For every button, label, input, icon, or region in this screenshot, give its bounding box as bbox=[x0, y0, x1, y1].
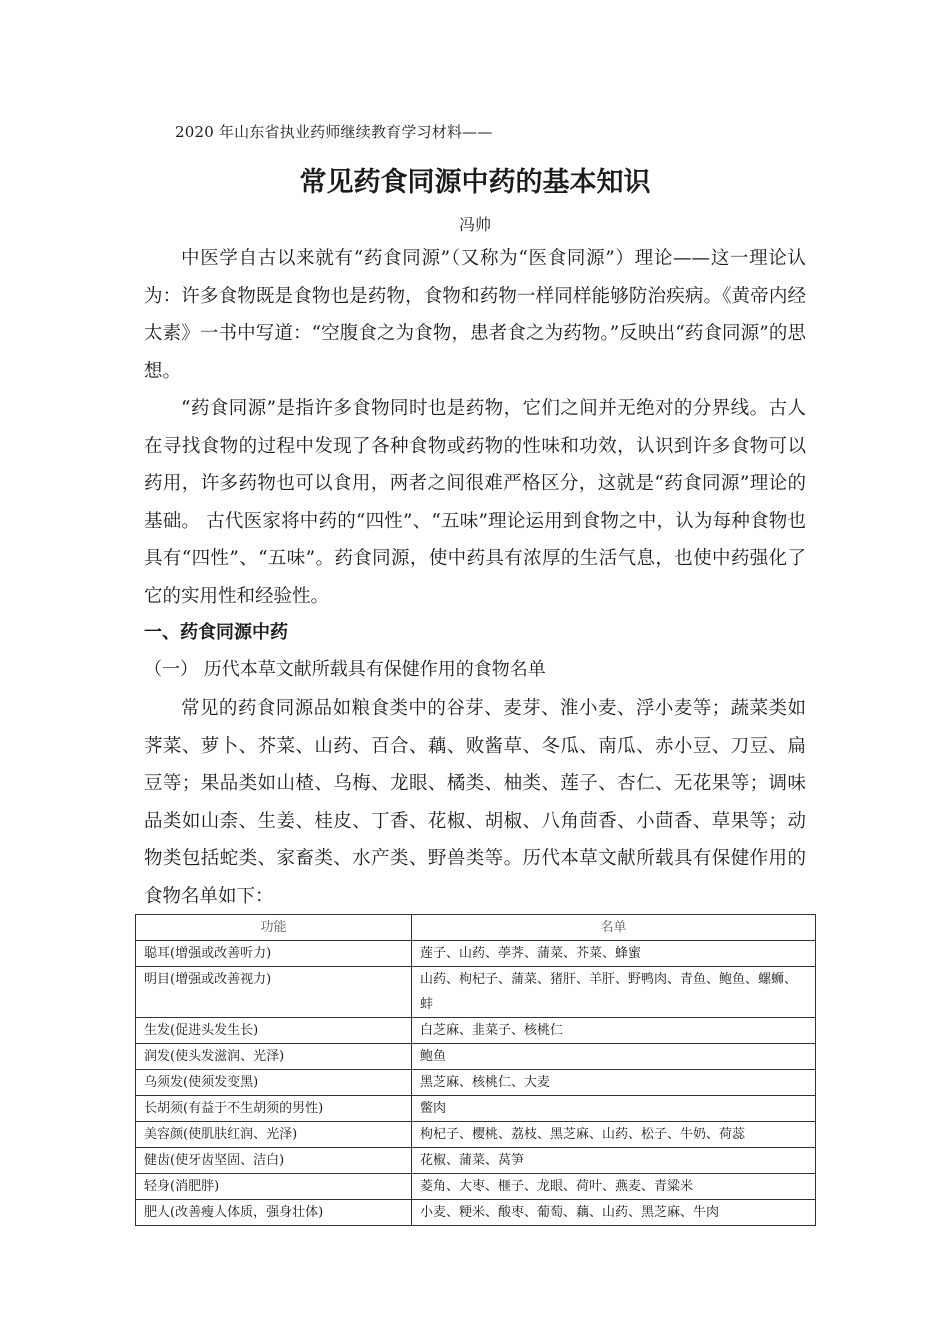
paragraph-food-list: 常见的药食同源品如粮食类中的谷芽、麦芽、淮小麦、浮小麦等；蔬菜类如荠菜、萝卜、芥菜、山药、百合、藕、败酱草、冬瓜、南瓜、赤小豆、刀豆、扁豆等；果品类如山楂、乌梅、龙眼、橘类、柚类、莲子、杏仁、无花果等；调味品类如山柰、生姜、桂皮、丁香、花椒、胡椒、八角茴香、小茴香、草果等；动物类包括蛇类、家畜类、水产类、野兽类等。历代本草文献所载具有保健作用的食物名单如下： bbox=[144, 698, 806, 907]
table-row bbox=[136, 1070, 816, 1096]
table-row bbox=[136, 941, 816, 967]
table-header-row bbox=[136, 915, 816, 941]
table-cell-list: 菱角、大枣、榧子、龙眼、荷叶、燕麦、青粱米 bbox=[412, 1174, 816, 1200]
table-cell-function: 明目(增强或改善视力) bbox=[136, 967, 412, 1018]
table-row bbox=[136, 1148, 816, 1174]
paragraph-definition: “药食同源”是指许多食物同时也是药物，它们之间并无绝对的分界线。古人在寻找食物的过程中发现了各种食物或药物的性味和功效，认识到许多食物可以药用，许多药物也可以食用，两者之间很难严格区分，这就是“药食同源”理论的基础。 古代医家将中药的“四性”、“五味”理论运用到食物之中，认为每种食物也具有“四性”、“五味”。药食同源，使中药具有浓厚的生活气息，也使中药强化了它的实用性和经验性。 bbox=[144, 398, 806, 607]
table-cell-function: 生发(促进头发生长) bbox=[136, 1018, 412, 1044]
table-cell-list: 鳖肉 bbox=[412, 1096, 816, 1122]
table-row bbox=[136, 1044, 816, 1070]
table-row bbox=[136, 1018, 816, 1044]
table-cell-list: 黑芝麻、核桃仁、大麦 bbox=[412, 1070, 816, 1096]
table-cell-function: 轻身(消肥胖) bbox=[136, 1174, 412, 1200]
table-cell-function: 健齿(使牙齿坚固、洁白) bbox=[136, 1148, 412, 1174]
paragraph-intro: 中医学自古以来就有“药食同源”（又称为“医食同源”）理论——这一理论认为：许多食物既是食物也是药物，食物和药物一样同样能够防治疾病。《黄帝内经太素》一书中写道：“空腹食之为食物，患者食之为药物。”反映出“药食同源”的思想。 bbox=[144, 248, 806, 382]
table-row bbox=[136, 1174, 816, 1200]
table-row bbox=[136, 1200, 816, 1226]
table-cell-list: 枸杞子、樱桃、荔枝、黑芝麻、山药、松子、牛奶、荷蕊 bbox=[412, 1122, 816, 1148]
table-cell-function: 聪耳(增强或改善听力) bbox=[136, 941, 412, 967]
table-cell-list: 小麦、粳米、酸枣、葡萄、藕、山药、黑芝麻、牛肉 bbox=[412, 1200, 816, 1226]
table-cell-list: 鲍鱼 bbox=[412, 1044, 816, 1070]
page-title: 常见药食同源中药的基本知识 bbox=[299, 167, 651, 198]
health-food-table bbox=[135, 914, 816, 1226]
table-row bbox=[136, 967, 816, 1018]
table-cell-list: 莲子、山药、荸荠、蒲菜、芥菜、蜂蜜 bbox=[412, 941, 816, 967]
table-header-function: 功能 bbox=[136, 915, 412, 941]
section-heading: 一、药食同源中药 bbox=[144, 622, 288, 643]
table-cell-list: 花椒、蒲菜、莴笋 bbox=[412, 1148, 816, 1174]
subsection-heading: （一） 历代本草文献所载具有保健作用的食物名单 bbox=[144, 659, 546, 680]
table-cell-function: 乌须发(使须发变黑) bbox=[136, 1070, 412, 1096]
table-row bbox=[136, 1122, 816, 1148]
table-cell-function: 肥人(改善瘦人体质，强身壮体) bbox=[136, 1200, 412, 1226]
table-cell-function: 润发(使头发滋润、光泽) bbox=[136, 1044, 412, 1070]
table-cell-function: 美容颜(使肌肤红润、光泽) bbox=[136, 1122, 412, 1148]
table-header-list: 名单 bbox=[412, 915, 816, 941]
table-cell-function: 长胡须(有益于不生胡须的男性) bbox=[136, 1096, 412, 1122]
table-cell-list: 白芝麻、韭菜子、核桃仁 bbox=[412, 1018, 816, 1044]
document-header: 2020 年山东省执业药师继续教育学习材料—— bbox=[175, 123, 493, 141]
author-name: 冯帅 bbox=[458, 215, 491, 234]
table-cell-list: 山药、枸杞子、蒲菜、猪肝、羊肝、野鸭肉、青鱼、鲍鱼、螺蛳、蚌 bbox=[412, 967, 816, 1018]
table-row bbox=[136, 1096, 816, 1122]
